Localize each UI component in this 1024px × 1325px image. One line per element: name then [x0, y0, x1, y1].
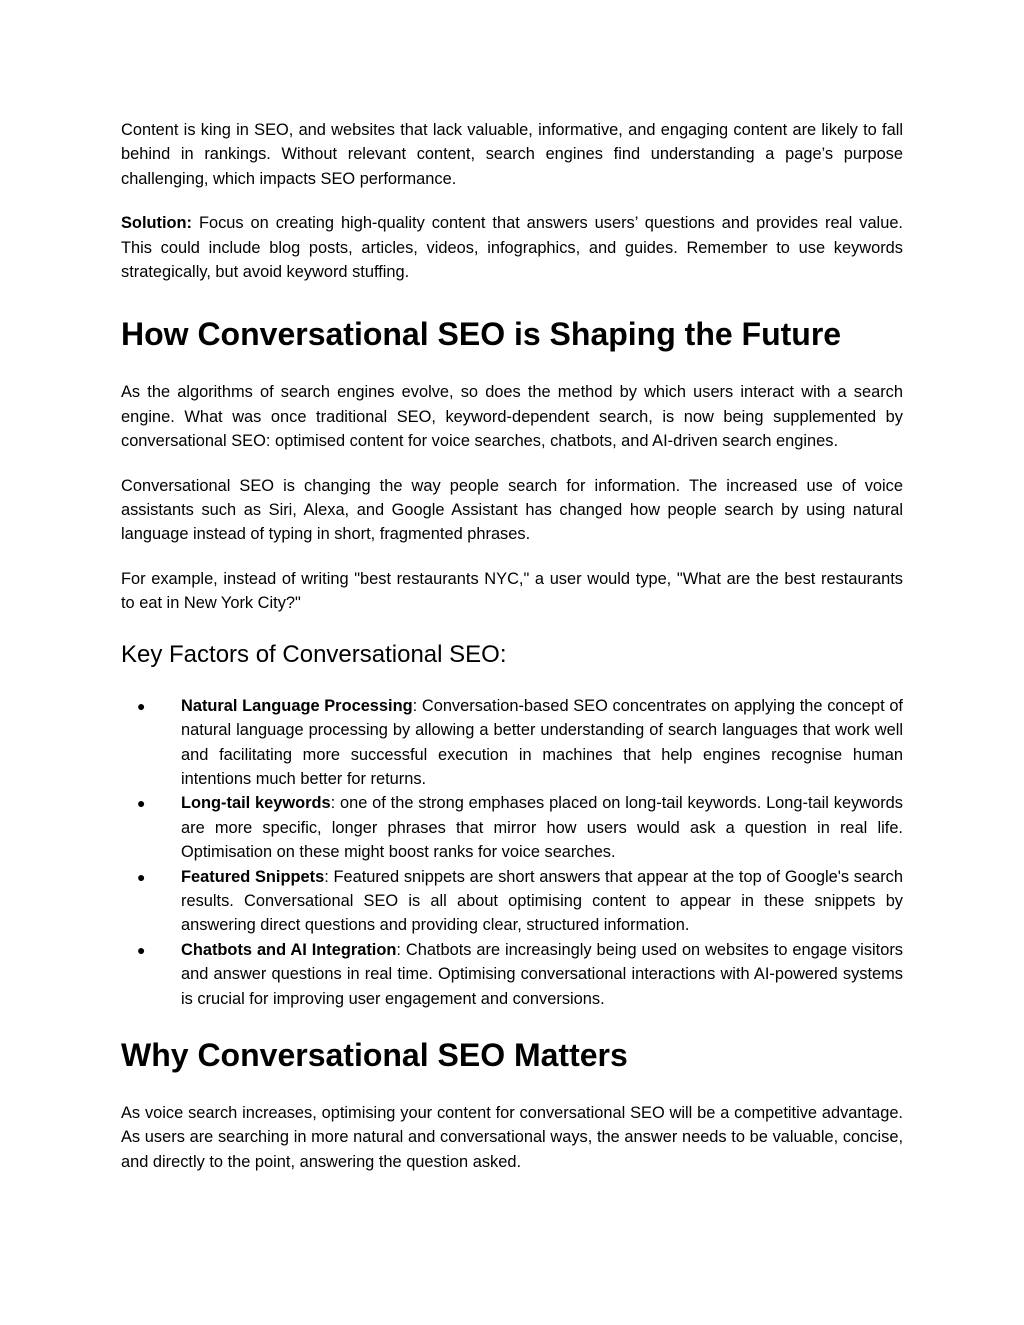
- list-item: [121, 938, 903, 1011]
- section-heading-conversational-seo-future: How Conversational SEO is Shaping the Future: [121, 316, 842, 353]
- list-item-text: : one of the strong emphases placed on long-tail keywords. Long-tail keywords are more specific, longer phrases that mirror how users would ask a question in real life. Optimisation on these might boost ranks for voice searches.: [181, 794, 903, 862]
- list-item: [121, 865, 903, 938]
- section1-paragraph-1: As the algorithms of search engines evolve, so does the method by which users interact with a search engine. What was once traditional SEO, keyword-dependent search, is now being supplemented by conversational SEO: optimised content for voice searches, chatbots, and AI-driven search engines.: [121, 383, 903, 451]
- list-item-term: Featured Snippets: [181, 867, 325, 886]
- bullet-icon: ●: [137, 941, 146, 958]
- document-page: [121, 118, 903, 1174]
- list-item-term: Chatbots and AI Integration: [181, 940, 397, 959]
- section-heading-why-conversational-seo: Why Conversational SEO Matters: [121, 1036, 628, 1073]
- key-factors-list: [121, 694, 903, 1011]
- list-item-text: : Conversation-based SEO concentrates on applying the concept of natural language processing by allowing a better understanding of search languages that work well and facilitating more successful execution in machines that help engines recognise human intentions much better for returns.: [181, 696, 903, 788]
- solution-label: Solution:: [121, 214, 193, 233]
- bullet-icon: ●: [137, 697, 146, 714]
- key-factors-heading: Key Factors of Conversational SEO:: [121, 640, 507, 668]
- bullet-icon: ●: [137, 795, 146, 812]
- solution-text: Focus on creating high-quality content that answers users’ questions and provides real value. This could include blog posts, articles, videos, infographics, and guides. Remember to use keywords strategically, but avoid keyword stuffing.: [121, 214, 903, 282]
- solution-paragraph: [121, 211, 903, 284]
- list-item-term: Long-tail keywords: [181, 794, 331, 813]
- intro-paragraph: Content is king in SEO, and websites that lack valuable, informative, and engaging content are likely to fall behind in rankings. Without relevant content, search engines find understanding a page’s purpose challenging, which impacts SEO performance.: [121, 121, 903, 188]
- section1-paragraph-2: Conversational SEO is changing the way people search for information. The increased use of voice assistants such as Siri, Alexa, and Google Assistant has changed how people search by using natural language instead of typing in short, fragmented phrases.: [121, 476, 903, 544]
- section1-paragraph-3: For example, instead of writing "best restaurants NYC," a user would type, "What are the best restaurants to eat in New York City?": [121, 569, 903, 613]
- section2-paragraph: As voice search increases, optimising your content for conversational SEO will be a competitive advantage. As users are searching in more natural and conversational ways, the answer needs to be valuable, concise, and directly to the point, answering the question asked.: [121, 1103, 903, 1171]
- list-item-term: Natural Language Processing: [181, 696, 413, 715]
- list-item-text: : Chatbots are increasingly being used on websites to engage visitors and answer questions in real time. Optimising conversational interactions with AI-powered systems is crucial for improving user engagement and conversions.: [181, 940, 903, 1008]
- list-item: [121, 791, 903, 864]
- list-item-text: : Featured snippets are short answers that appear at the top of Google's search results. Conversational SEO is all about optimising content to appear in these snippets by answering direct questions and providing clear, structured information.: [181, 867, 903, 935]
- list-item: [121, 694, 903, 792]
- bullet-icon: ●: [137, 868, 146, 885]
